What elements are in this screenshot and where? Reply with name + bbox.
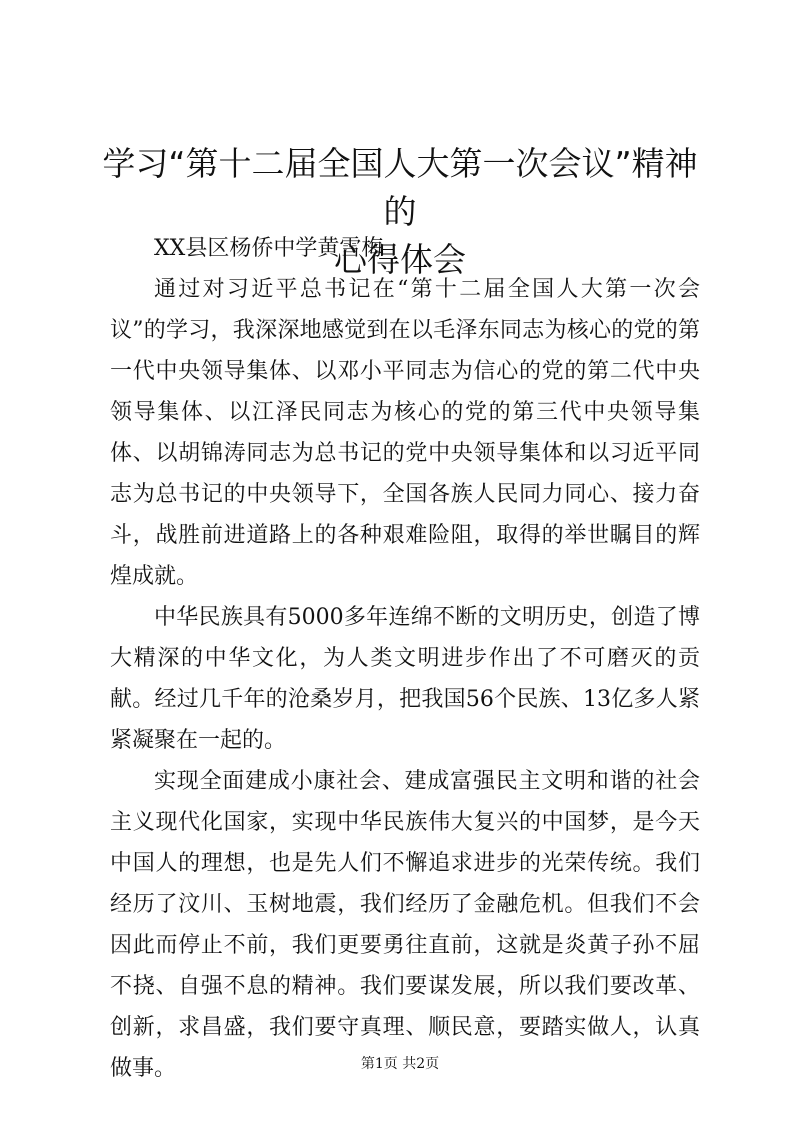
paragraph-3: 实现全面建成小康社会、建成富强民主文明和谐的社会主义现代化国家，实现中华民族伟大复兴的中国梦，是今天中国人的理想，也是先人们不懈追求进步的光荣传统。我们经历了汶川、玉树地震，我们经历了金融危机。但我们不会因此而停止不前，我们更要勇往直前，这就是炎黄子孙不屈不挠、自强不息的精神。我们要谋发展，所以我们要改革、创新，求昌盛，我们要守真理、顺民意，要踏实做人，认真做事。 — [110, 769, 700, 1081]
document-body — [110, 228, 700, 1089]
author-line: XX县区杨侨中学黄雪梅 — [154, 236, 384, 261]
page-number: 第1页 共2页 — [360, 1056, 440, 1072]
paragraph-2: 中华民族具有5000多年连绵不断的文明历史，创造了博大精深的中华文化，为人类文明进步作出了不可磨灭的贡献。经过几千年的沧桑岁月，把我国56个民族、13亿多人紧紧凝聚在一起的。 — [110, 605, 700, 753]
page-footer — [0, 1054, 800, 1074]
paragraph-1: 通过对习近平总书记在“第十二届全国人大第一次会议”的学习，我深深地感觉到在以毛泽东同志为核心的党的第一代中央领导集体、以邓小平同志为信心的党的第二代中央领导集体、以江泽民同志为核心的党的第三代中央领导集体、以胡锦涛同志为总书记的党中央领导集体和以习近平同志为总书记的中央领导下，全国各族人民同力同心、接力奋斗，战胜前进道路上的各种艰难险阻，取得的举世瞩目的辉煌成就。 — [110, 277, 700, 589]
title-line-1: 学习“第十二届全国人大第一次会议”精神的 — [102, 144, 698, 231]
title-line-2: 心得体会 — [334, 240, 466, 279]
